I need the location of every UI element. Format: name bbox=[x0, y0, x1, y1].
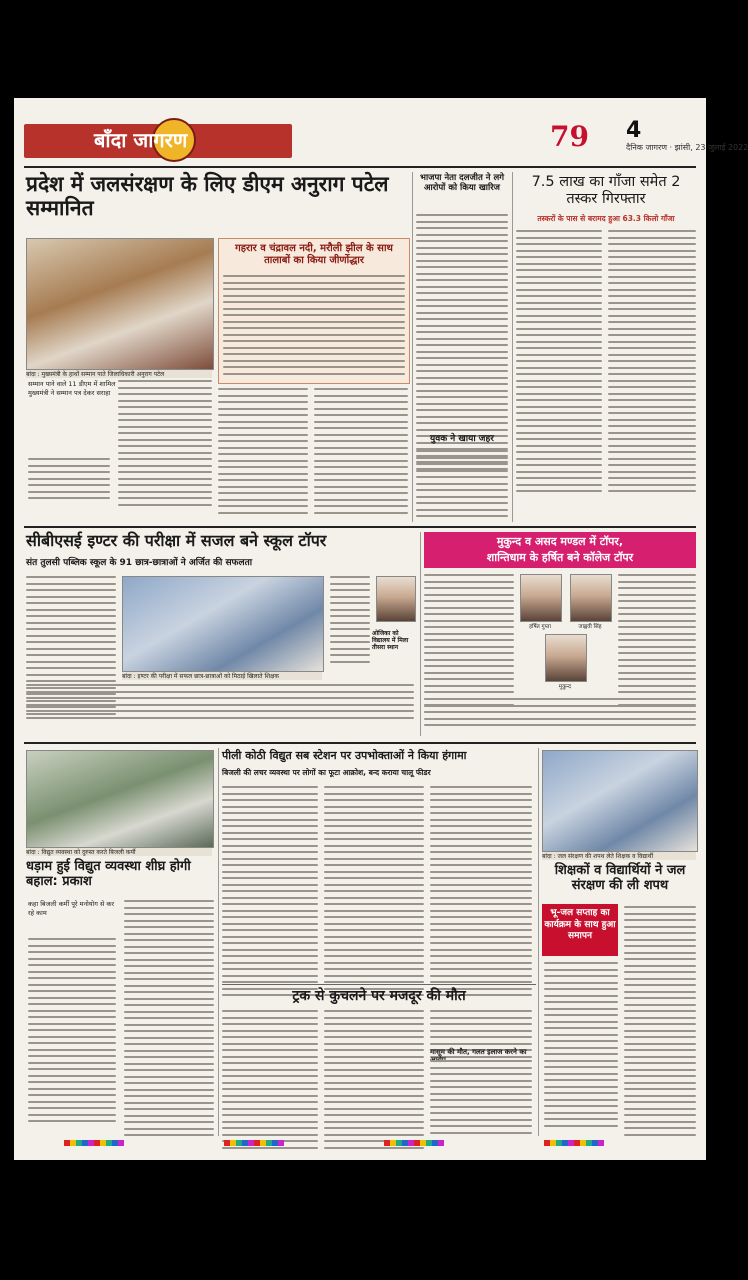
story5-caption: बांदा : इण्टर की परीक्षा में सफल छात्र-छात्राओं को मिठाई खिलाते शिक्षक bbox=[122, 672, 322, 680]
story5-headline: सीबीएसई इण्टर की परीक्षा में सजल बने स्कूल टॉपर bbox=[26, 531, 327, 550]
topper-photo-3 bbox=[545, 634, 587, 682]
date-line: झांसी, 23 जुलाई 2022 bbox=[674, 143, 748, 152]
story6-banner bbox=[424, 532, 696, 568]
story2-headline: गहरार व चंद्रावल नदी, मरौली झील के साथ तालाबों का किया जीर्णोद्धार bbox=[235, 243, 393, 266]
story8-body bbox=[324, 786, 424, 1001]
story9-redbox: भू-जल सप्ताह का कार्यक्रम के साथ हुआ समापन bbox=[542, 904, 618, 956]
story6-body bbox=[424, 574, 514, 717]
story5-body-bottom bbox=[26, 684, 414, 723]
topper-photo-1 bbox=[520, 574, 562, 622]
brand-banner bbox=[24, 124, 292, 158]
story5-subhead: संत तुलसी पब्लिक स्कूल के 91 छात्र-छात्राओं ने अर्जित की सफलता bbox=[26, 558, 253, 568]
story1-bullets bbox=[28, 380, 118, 398]
story9-headline: शिक्षकों व विद्यार्थियों ने जल संरक्षण की ली शपथ bbox=[554, 863, 686, 893]
masthead bbox=[24, 118, 748, 162]
masthead-right bbox=[546, 118, 748, 162]
story7-headline: धड़ाम हुई विद्युत व्यवस्था शीघ्र होगी बहाल: प्रकाश bbox=[26, 859, 191, 889]
story4-body bbox=[608, 230, 696, 497]
story4-subhead: तस्करों के पास से बरामद हुआ 63.3 किलो गाँजा bbox=[537, 214, 675, 223]
bullet-item: सम्मान पाने वाले 11 डीएम में शामिल bbox=[28, 380, 116, 388]
story4-headline: 7.5 लाख का गाँजा समेत 2 तस्कर गिरफ्तार bbox=[531, 174, 681, 207]
story6-body bbox=[618, 574, 696, 717]
story5-body bbox=[330, 576, 370, 667]
story4-body bbox=[516, 230, 602, 497]
story7-bullets bbox=[28, 900, 120, 918]
story2-body bbox=[223, 275, 405, 379]
bullet-item: मुख्यमंत्री ने सम्मान पत्र देकर सराहा bbox=[28, 389, 111, 398]
story2-body-cols bbox=[314, 388, 408, 518]
anniversary-logo: 79 bbox=[550, 120, 589, 153]
story7-body bbox=[124, 900, 214, 1141]
story10-headline: ट्रक से कुचलने पर मजदूर की मौत bbox=[292, 988, 466, 1004]
story10-subhead: मासूम की मौत, गलत इलाज करने का bbox=[430, 1048, 527, 1056]
story9-body bbox=[544, 962, 618, 1131]
story8-body bbox=[430, 786, 532, 1001]
newspaper-page bbox=[14, 98, 748, 1160]
topper-name-2: जाह्नवी सिंह bbox=[578, 624, 602, 630]
story9-body bbox=[624, 906, 696, 1140]
story1-caption: बांदा : मुख्यमंत्री के हाथों सम्मान पाते जिलाधिकारी अनुराग पटेल bbox=[26, 370, 212, 378]
topper-name-3: मुकुन्द bbox=[558, 684, 572, 690]
footer-strip bbox=[24, 1140, 696, 1148]
story5-inset: ओजिका को विद्यालय में मिला तीसरा स्थान bbox=[372, 630, 409, 652]
story9-caption: बांदा : जल संरक्षण की शपथ लेते शिक्षक व विद्यार्थी bbox=[542, 852, 696, 860]
story3-body2 bbox=[416, 450, 508, 522]
story1-photo bbox=[26, 238, 214, 370]
topper-photo-2 bbox=[570, 574, 612, 622]
story6-body-bottom bbox=[424, 698, 696, 731]
story10-body bbox=[324, 1010, 424, 1153]
story6-headline-2: शान्तिधाम के हर्षित बने कॉलेज टॉपर bbox=[486, 551, 634, 564]
story3-subhead: युवक ने खाया जहर bbox=[430, 434, 494, 444]
story7-body bbox=[28, 938, 116, 1127]
bullet-item: कहा बिजली कर्मी पूरे मनोयोग से कर रहे काम bbox=[28, 900, 115, 918]
story9-photo bbox=[542, 750, 698, 852]
story5-photo bbox=[122, 576, 324, 672]
story1-body bbox=[118, 380, 212, 510]
story2-box bbox=[218, 238, 410, 384]
brand-title: बाँदा जागरण bbox=[94, 128, 188, 152]
story2-body-cols bbox=[218, 388, 308, 518]
paper-name: दैनिक जागरण · झांसी, 23 जुलाई 2022 bbox=[626, 143, 748, 152]
story6-headline-1: मुकुन्द व असद मण्डल में टॉपर, bbox=[496, 535, 624, 548]
story1-body bbox=[28, 458, 110, 504]
story8-subhead: बिजली की लचर व्यवस्था पर लोगों का फूटा आक्रोश, बन्द कराया चालू फीडर bbox=[222, 768, 431, 777]
story5-portrait bbox=[376, 576, 416, 622]
story7-caption: बांदा : विद्युत व्यवस्था को दुरुस्त करते बिजली कर्मी bbox=[26, 848, 212, 856]
story3-headline: भाजपा नेता दलजीत ने लगे आरोपों को किया खारिज bbox=[419, 173, 504, 193]
story8-body bbox=[222, 786, 318, 1001]
topper-name-1: हर्षित गुप्ता bbox=[529, 624, 551, 630]
story10-body bbox=[222, 1010, 318, 1153]
page-number: 4 bbox=[626, 118, 642, 143]
story7-photo bbox=[26, 750, 214, 848]
story1-headline: प्रदेश में जलसंरक्षण के लिए डीएम अनुराग पटेल सम्मानित bbox=[26, 171, 389, 221]
story8-headline: पीली कोठी विद्युत सब स्टेशन पर उपभोक्ताओं ने किया हंगामा bbox=[222, 749, 467, 762]
story10-body2 bbox=[430, 1060, 532, 1138]
